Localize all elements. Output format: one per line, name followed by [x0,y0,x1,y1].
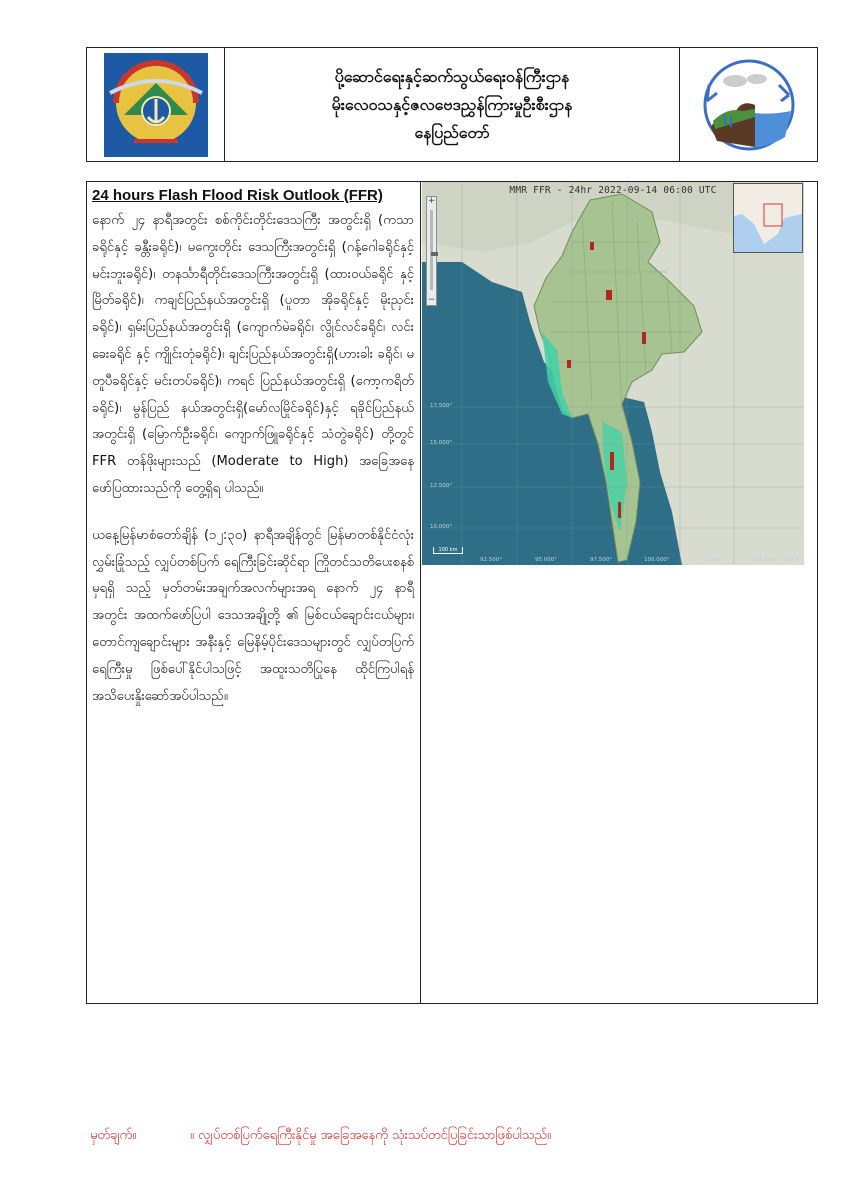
section-title: 24 hours Flash Flood Risk Outlook (FFR) [92,187,383,204]
lon-label: 100.000° [644,557,670,563]
lat-label: 10.000° [430,524,452,530]
hydrological-cycle-icon [699,55,799,155]
advisory-paragraph: ယနေ့မြန်မာစံတော်ချိန် (၁၂:၃၀) နာရီအချိန်တွင် မြန်မာတစ်နိုင်ငံလုံးလွှမ်းခြုံသည့် လျှပ်တစ်ပြက် ရေကြီးခြင်းဆိုင်ရာ ကြိုတင်သတိပေးစနစ်မှရရှိ သည့် မှတ်တမ်းအချက်အလက်များအရ နောက် ၂၄ နာရီအတွင်း အထက်ဖော်ပြပါ ဒေသအချို့တို့ ၏ မြစ်ငယ်ချောင်းငယ်များ၊ တောင်ကျချောင်းများ အနီးနှင့် မြေနိမ့်ပိုင်းဒေသများတွင် လျှပ်တပြက် ရေကြီးမှု ဖြစ်ပေါ်နိုင်ပါသဖြင့် အထူးသတိပြုနေ ထိုင်ကြပါရန် အသိပေးနှိုးဆော်အပ်ပါသည်။ [92,527,414,704]
risk-high-2 [642,332,646,344]
lat-label: 12.500° [430,483,452,489]
text-column [87,182,421,1003]
risk-high-5 [618,502,621,518]
risk-high-6 [590,242,594,250]
footnote [90,1126,810,1146]
lon-label: 97.500° [590,557,612,563]
zoom-control[interactable] [426,196,437,306]
page-header [86,47,818,162]
lat-label: 17.500° [430,403,452,409]
risk-paragraph: နောက် ၂၄ နာရီအတွင်း စစ်ကိုင်းတိုင်းဒေသကြီး အတွင်းရှိ (ကသာခရိုင်နှင့် ခန္တီးခရိုင်)၊ မကွေးတိုင်း ဒေသကြီးအတွင်းရှိ (ဂန့်ဂေါခရိုင်နှင့် မင်းဘူးခရိုင်)၊ တနင်္သာရီတိုင်းဒေသကြီးအတွင်းရှိ (ထားဝယ်ခရိုင် နှင့် မြိတ်ခရိုင်)၊ ကချင်ပြည်နယ်အတွင်းရှိ (ပူတာ အိုခရိုင်နှင့် မိုးညှင်းခရိုင်)၊ ရှမ်းပြည်နယ်အတွင်းရှိ (ကျောက်မဲခရိုင်၊ လွိုင်လင်ခရိုင်၊ လင်းခေးခရိုင် နှင့် ကျိုင်းတုံခရိုင်)၊ ချင်းပြည်နယ်အတွင်းရှိ(ဟားခါး ခရိုင်၊ မတူပီခရိုင်နှင့် မင်းတပ်ခရိုင်)၊ ကရင် ပြည်နယ်အတွင်းရှိ (ကော့ကရိတ်ခရိုင်)၊ မွန်ပြည် နယ်အတွင်းရှိ(မော်လမြိုင်ခရိုင်)နှင့် ရခိုင်ပြည်နယ် အတွင်းရှိ (မြောက်ဦးခရိုင်၊ ကျောက်ဖြူခရိုင်နှင့် သံတွဲခရိုင်) တို့တွင် FFR တန်ဖိုးများသည် (Moderate to High) အခြေအနေ ဖော်ပြထားသည်ကို တွေ့ရှိရ ပါသည်။ [92,213,414,496]
ministry-name: ပို့ဆောင်ရေးနှင့်ဆက်သွယ်ရေးဝန်ကြီးဌာန [334,66,570,86]
lon-label: 107.5° [784,557,803,563]
footnote-label: မှတ်ချက်။ [90,1128,137,1143]
department-emblem-icon [104,53,208,157]
header-title-block [225,48,679,161]
scale-bar: 100 km [433,547,463,554]
lon-label: 105.000° [752,557,778,563]
paragraph-gap [92,503,414,523]
lat-label: 15.000° [430,440,452,446]
zoom-in-button[interactable]: + [427,196,436,206]
lon-label: 102.500° [699,557,725,563]
ffr-map[interactable] [422,182,804,565]
content-table [86,181,818,1004]
map-column [421,182,817,1003]
lon-label: 95.000° [535,557,557,563]
risk-high-1 [606,290,612,300]
department-name: မိုးလေဝသနှင့်ဇလဗေဒညွှန်ကြားမှုဦးစီးဌာန [331,94,573,114]
zoom-slider-track[interactable] [430,210,433,290]
left-logo-cell [87,48,225,161]
risk-high-4 [610,452,614,470]
map-title: MMR FFR - 24hr 2022-09-14 06:00 UTC [509,185,717,196]
city-name: နေပြည်တော် [414,122,490,142]
overview-inset-map[interactable] [733,183,803,253]
zoom-out-button[interactable]: − [427,295,436,305]
lon-label: 92.500° [480,557,502,563]
right-logo-cell [679,48,817,161]
zoom-slider-handle[interactable] [431,252,438,256]
footnote-text: ။ လျှပ်တစ်ပြက်ရေကြီးနိုင်မှု အခြေအနေကို သုံးသပ်တင်ပြခြင်းသာဖြစ်ပါသည်။ [190,1128,551,1143]
risk-high-3 [567,360,571,368]
